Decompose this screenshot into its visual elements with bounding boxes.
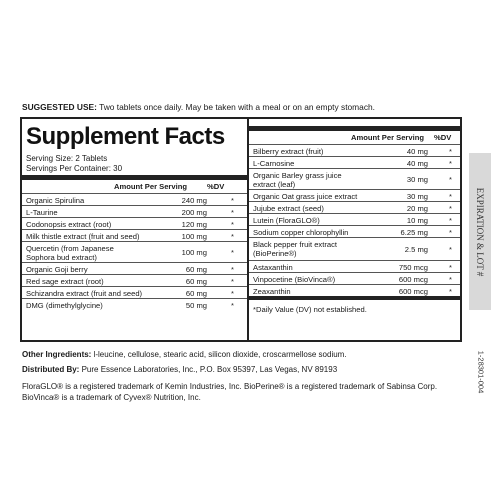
- ingredient-amount: 30 mg: [406, 175, 428, 184]
- ingredient-name: Codonopsis extract (root): [26, 220, 112, 229]
- other-ingredients-text: l-leucine, cellulose, stearic acid, silicon dioxide, croscarmellose sodium.: [91, 350, 347, 359]
- ingredient-dv: *: [449, 175, 452, 184]
- product-code-text: 1-28301-004: [476, 350, 486, 394]
- ingredient-name: Organic Oat grass juice extract: [253, 192, 358, 201]
- ingredient-dv: *: [231, 277, 234, 286]
- product-code: [476, 342, 486, 402]
- distributed-by-text: Pure Essence Laboratories, Inc., P.O. Box 95397, Las Vegas, NV 89193: [79, 365, 338, 374]
- ingredient-amount: 750 mcg: [398, 263, 428, 272]
- ingredient-row: [249, 260, 460, 272]
- suggested-use-text: Two tablets once daily. May be taken with a meal or on an empty stomach.: [96, 102, 375, 112]
- servings-per-container: Servings Per Container: 30: [26, 164, 123, 173]
- ingredient-name-line1: Black pepper fruit extract: [253, 240, 337, 249]
- ingredient-row: [22, 241, 247, 262]
- thick-divider: [22, 175, 247, 180]
- amount-header: Amount Per Serving: [114, 182, 187, 191]
- dv-header: %DV: [434, 133, 452, 142]
- ingredient-row: [249, 168, 460, 189]
- ingredient-name: Vinpocetine (BioVinca®): [253, 275, 336, 284]
- ingredient-row: [22, 262, 247, 274]
- ingredient-row: [249, 213, 460, 225]
- amount-header: Amount Per Serving: [351, 133, 424, 142]
- other-ingredients-label: Other Ingredients:: [22, 350, 92, 359]
- ingredient-amount: 120 mg: [181, 220, 207, 229]
- ingredient-dv: *: [231, 301, 234, 310]
- ingredient-name: L-Taurine: [26, 208, 58, 217]
- ingredient-amount: 6.25 mg: [400, 228, 428, 237]
- ingredient-row: [249, 237, 460, 260]
- ingredient-amount: 2.5 mg: [404, 245, 428, 254]
- facts-left-column: [22, 119, 249, 340]
- thick-divider: [249, 126, 460, 131]
- ingredient-name: L-Carnosine: [253, 159, 295, 168]
- ingredient-amount: 20 mg: [406, 204, 428, 213]
- ingredient-amount: 40 mg: [406, 147, 428, 156]
- ingredient-name: [253, 171, 342, 189]
- ingredient-name: Organic Spirulina: [26, 196, 85, 205]
- ingredient-dv: *: [449, 275, 452, 284]
- ingredient-dv: *: [231, 265, 234, 274]
- ingredient-name-line1: Organic Barley grass juice: [253, 171, 342, 180]
- ingredient-row: [249, 144, 460, 156]
- ingredient-name: Organic Goji berry: [26, 265, 88, 274]
- ingredient-dv: *: [231, 208, 234, 217]
- suggested-use: [22, 102, 462, 112]
- daily-value-footnote: *Daily Value (DV) not established.: [253, 305, 367, 314]
- ingredient-name: [26, 244, 114, 262]
- ingredient-name: Zeaxanthin: [253, 287, 291, 296]
- ingredient-amount: 60 mg: [185, 289, 207, 298]
- ingredient-dv: *: [449, 204, 452, 213]
- ingredient-row: [249, 189, 460, 201]
- ingredient-amount: 10 mg: [406, 216, 428, 225]
- thick-divider: [249, 296, 460, 300]
- ingredient-row: [22, 286, 247, 298]
- ingredient-dv: *: [449, 263, 452, 272]
- ingredient-amount: 600 mcg: [398, 287, 428, 296]
- ingredient-row: [22, 217, 247, 229]
- ingredient-row: [22, 229, 247, 241]
- serving-size: Serving Size: 2 Tablets: [26, 154, 108, 163]
- ingredient-name-line2: (BioPerine®): [253, 249, 297, 258]
- ingredient-name: Milk thistle extract (fruit and seed): [26, 232, 140, 241]
- ingredient-amount: 40 mg: [406, 159, 428, 168]
- ingredient-row: [22, 205, 247, 217]
- trademark-notice: FloraGLO® is a registered trademark of Kemin Industries, Inc. BioPerine® is a registered trademark of Sabinsa Corp. BioVinca® is a trademark of Cyvex® Nutrition, Inc.: [22, 382, 438, 402]
- expiration-lot-box: [469, 153, 491, 310]
- ingredient-amount: 30 mg: [406, 192, 428, 201]
- facts-right-column: [249, 119, 460, 340]
- ingredient-dv: *: [449, 147, 452, 156]
- ingredient-amount: 50 mg: [185, 301, 207, 310]
- ingredient-amount: 240 mg: [181, 196, 207, 205]
- ingredient-name: Sodium copper chlorophyllin: [253, 228, 349, 237]
- expiration-lot-label: EXPIRATION & LOT #: [475, 187, 485, 276]
- ingredient-row: [22, 298, 247, 311]
- ingredient-name: Lutein (FloraGLO®): [253, 216, 320, 225]
- ingredient-amount: 60 mg: [185, 265, 207, 274]
- ingredient-row: [249, 272, 460, 284]
- ingredient-dv: *: [449, 159, 452, 168]
- ingredient-name: Jujube extract (seed): [253, 204, 324, 213]
- ingredient-name-line1: Quercetin (from Japanese: [26, 244, 114, 253]
- ingredient-amount: 100 mg: [181, 232, 207, 241]
- ingredient-row: [249, 201, 460, 213]
- ingredient-amount: 100 mg: [181, 248, 207, 257]
- ingredient-name: Bilberry extract (fruit): [253, 147, 324, 156]
- ingredient-name: DMG (dimethylglycine): [26, 301, 103, 310]
- ingredient-dv: *: [231, 248, 234, 257]
- dv-header: %DV: [207, 182, 225, 191]
- ingredient-name: [253, 240, 337, 258]
- ingredient-dv: *: [449, 245, 452, 254]
- ingredient-row: [249, 284, 460, 296]
- ingredient-dv: *: [449, 216, 452, 225]
- ingredient-name: Astaxanthin: [253, 263, 293, 272]
- ingredient-name-line2: extract (leaf): [253, 180, 296, 189]
- ingredient-row: [22, 193, 247, 205]
- distributed-by-label: Distributed By:: [22, 365, 80, 374]
- ingredient-amount: 200 mg: [181, 208, 207, 217]
- ingredient-amount: 60 mg: [185, 277, 207, 286]
- ingredient-dv: *: [449, 228, 452, 237]
- ingredient-row: [249, 156, 460, 168]
- ingredient-dv: *: [449, 192, 452, 201]
- facts-title: Supplement Facts: [26, 123, 225, 150]
- ingredient-name: Red sage extract (root): [26, 277, 104, 286]
- distributed-by: [22, 365, 337, 374]
- ingredient-dv: *: [231, 232, 234, 241]
- ingredient-dv: *: [231, 220, 234, 229]
- ingredient-dv: *: [231, 196, 234, 205]
- ingredient-dv: *: [449, 287, 452, 296]
- ingredient-dv: *: [231, 289, 234, 298]
- other-ingredients: [22, 350, 347, 359]
- supplement-facts-panel: [20, 117, 462, 342]
- ingredient-row: [22, 274, 247, 286]
- ingredient-row: [249, 225, 460, 237]
- suggested-use-label: SUGGESTED USE:: [22, 102, 97, 112]
- ingredient-name: Schizandra extract (fruit and seed): [26, 289, 143, 298]
- ingredient-amount: 600 mcg: [398, 275, 428, 284]
- ingredient-name-line2: Sophora bud extract): [26, 253, 97, 262]
